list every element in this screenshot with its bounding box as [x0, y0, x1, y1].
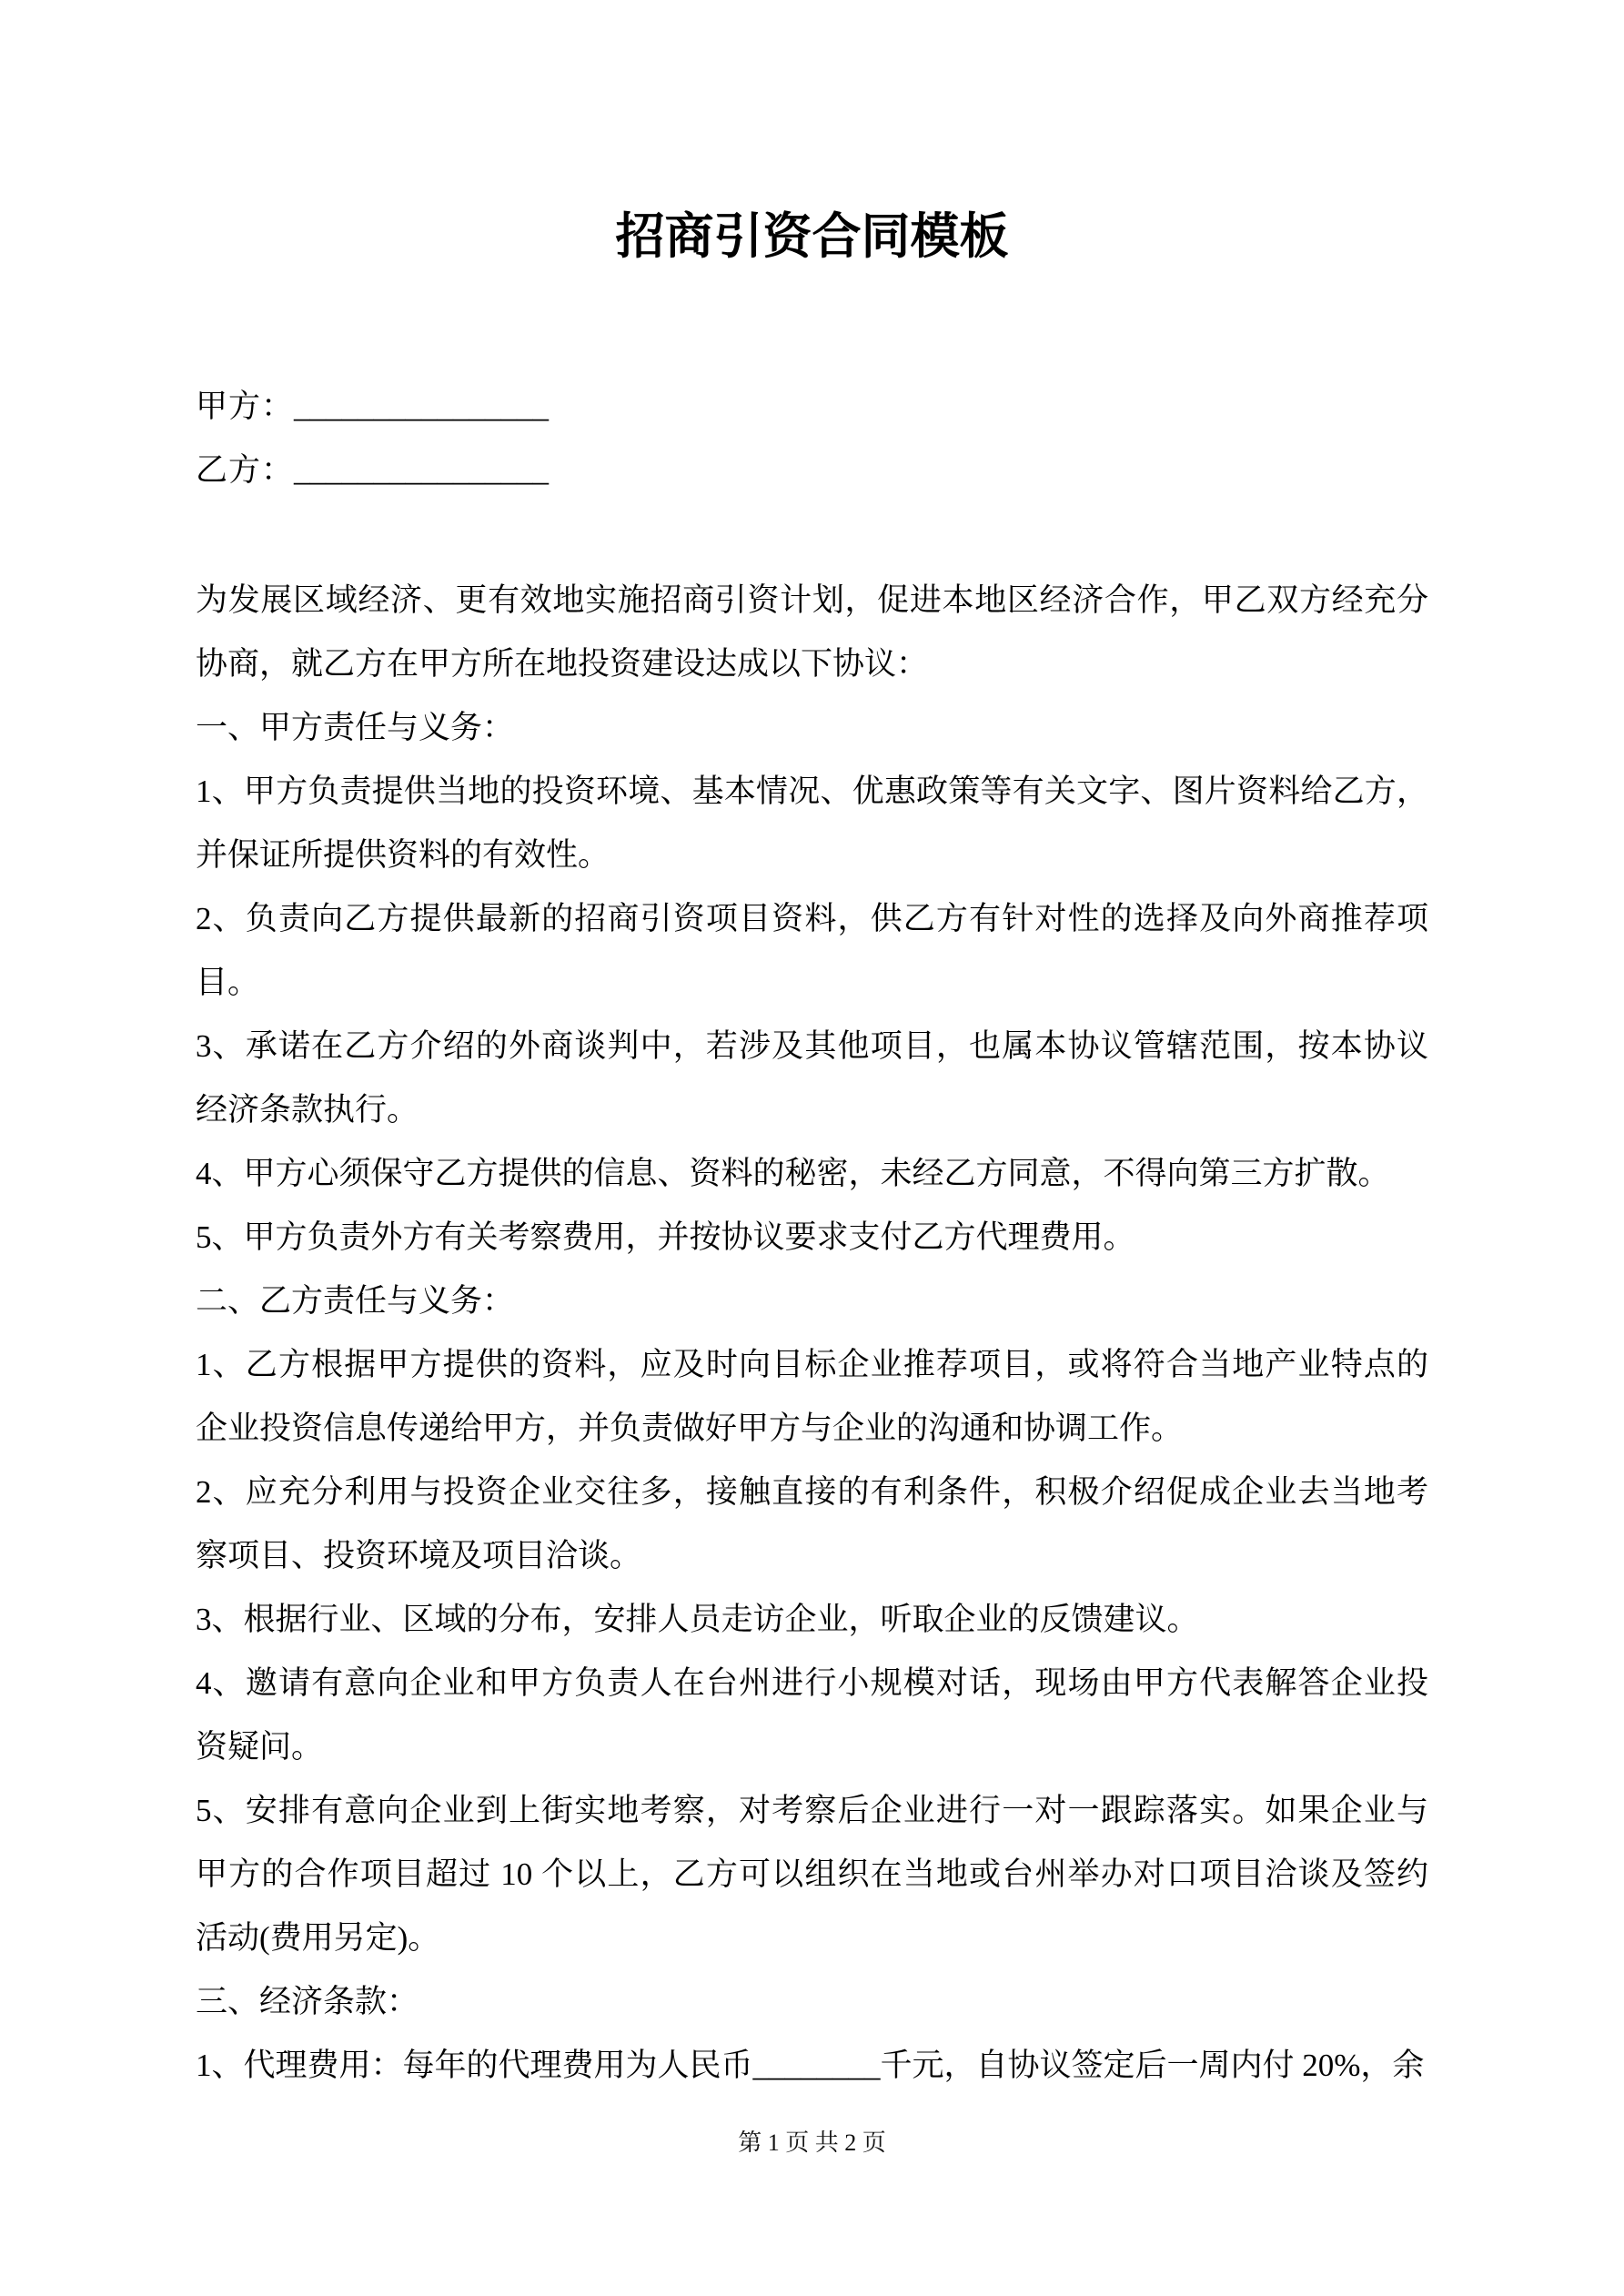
- body-line: 5、安排有意向企业到上街实地考察，对考察后企业进行一对一跟踪落实。如果企业与: [196, 1793, 1428, 1828]
- body-paragraph: [196, 2034, 1428, 2098]
- body-line: 2、应充分利用与投资企业交往多，接触直接的有利条件，积极介绍促成企业去当地考: [196, 1474, 1428, 1510]
- body-paragraph: [196, 1206, 1428, 1269]
- body-line: 企业投资信息传递给甲方，并负责做好甲方与企业的沟通和协调工作。: [196, 1411, 1184, 1446]
- body-line: 三、经济条款：: [196, 1984, 419, 2019]
- body-line: 一、甲方责任与义务：: [196, 710, 515, 745]
- body-paragraph: [196, 569, 1428, 696]
- body-line: 2、负责向乙方提供最新的招商引资项目资料，供乙方有针对性的选择及向外商推荐项: [196, 901, 1428, 936]
- body-paragraph: [196, 1588, 1428, 1652]
- body-line: 4、邀请有意向企业和甲方负责人在台州进行小规模对话，现场由甲方代表解答企业投: [196, 1665, 1428, 1701]
- body-paragraph: [196, 1652, 1428, 1779]
- body-paragraph: [196, 1142, 1428, 1206]
- body-line: 4、甲方心须保守乙方提供的信息、资料的秘密，未经乙方同意，不得向第三方扩散。: [196, 1156, 1390, 1191]
- body-line: 资疑问。: [196, 1729, 324, 1765]
- parties-block: [196, 375, 1428, 502]
- section-heading: [196, 696, 1428, 760]
- body-line: 活动(费用另定)。: [196, 1920, 440, 1956]
- party-line: [196, 439, 1428, 502]
- body-line: 1、甲方负责提供当地的投资环境、基本情况、优惠政策等有关文字、图片资料给乙方，: [196, 774, 1428, 809]
- body-line: 3、根据行业、区域的分布，安排人员走访企业，听取企业的反馈建议。: [196, 1602, 1199, 1637]
- body-paragraph: [196, 887, 1428, 1015]
- party-blank-line: ________________: [294, 452, 550, 488]
- body-line: 甲方的合作项目超过 10 个以上，乙方可以组织在当地或台州举办对口项目洽谈及签约: [196, 1856, 1428, 1892]
- body-line: 1、乙方根据甲方提供的资料，应及时向目标企业推荐项目，或将符合当地产业特点的: [196, 1347, 1428, 1382]
- body-line: 目。: [196, 965, 260, 1000]
- body-line: 3、承诺在乙方介绍的外商谈判中，若涉及其他项目，也属本协议管辖范围，按本协议: [196, 1028, 1428, 1064]
- body-paragraph: [196, 1461, 1428, 1588]
- party-line: [196, 375, 1428, 439]
- party-blank-line: ________________: [294, 389, 550, 424]
- body-line: 协商，就乙方在甲方所在地投资建设达成以下协议：: [196, 646, 929, 682]
- party-label: 乙方：: [196, 452, 295, 488]
- body-line: 经济条款执行。: [196, 1092, 419, 1128]
- body-paragraph: [196, 1779, 1428, 1970]
- body-line: 并保证所提供资料的有效性。: [196, 837, 610, 873]
- party-label: 甲方：: [196, 389, 295, 424]
- page-footer: [0, 2125, 1624, 2161]
- body-paragraph: [196, 1015, 1428, 1142]
- section-heading: [196, 1970, 1428, 2034]
- body-line: 1、代理费用：每年的代理费用为人民币________千元，自协议签定后一周内付 20%，余: [196, 2048, 1425, 2083]
- body-paragraph: [196, 760, 1428, 887]
- document-title: 招商引资合同模板: [615, 209, 1009, 264]
- contract-body: [196, 569, 1428, 2098]
- body-line: 二、乙方责任与义务：: [196, 1283, 515, 1319]
- body-line: 为发展区域经济、更有效地实施招商引资计划，促进本地区经济合作，甲乙双方经充分: [196, 582, 1428, 618]
- section-heading: [196, 1269, 1428, 1333]
- body-line: 5、甲方负责外方有关考察费用，并按协议要求支付乙方代理费用。: [196, 1219, 1135, 1255]
- body-line: 察项目、投资环境及项目洽谈。: [196, 1538, 642, 1573]
- body-paragraph: [196, 1333, 1428, 1461]
- page-number-text: 第 1 页 共 2 页: [738, 2129, 886, 2156]
